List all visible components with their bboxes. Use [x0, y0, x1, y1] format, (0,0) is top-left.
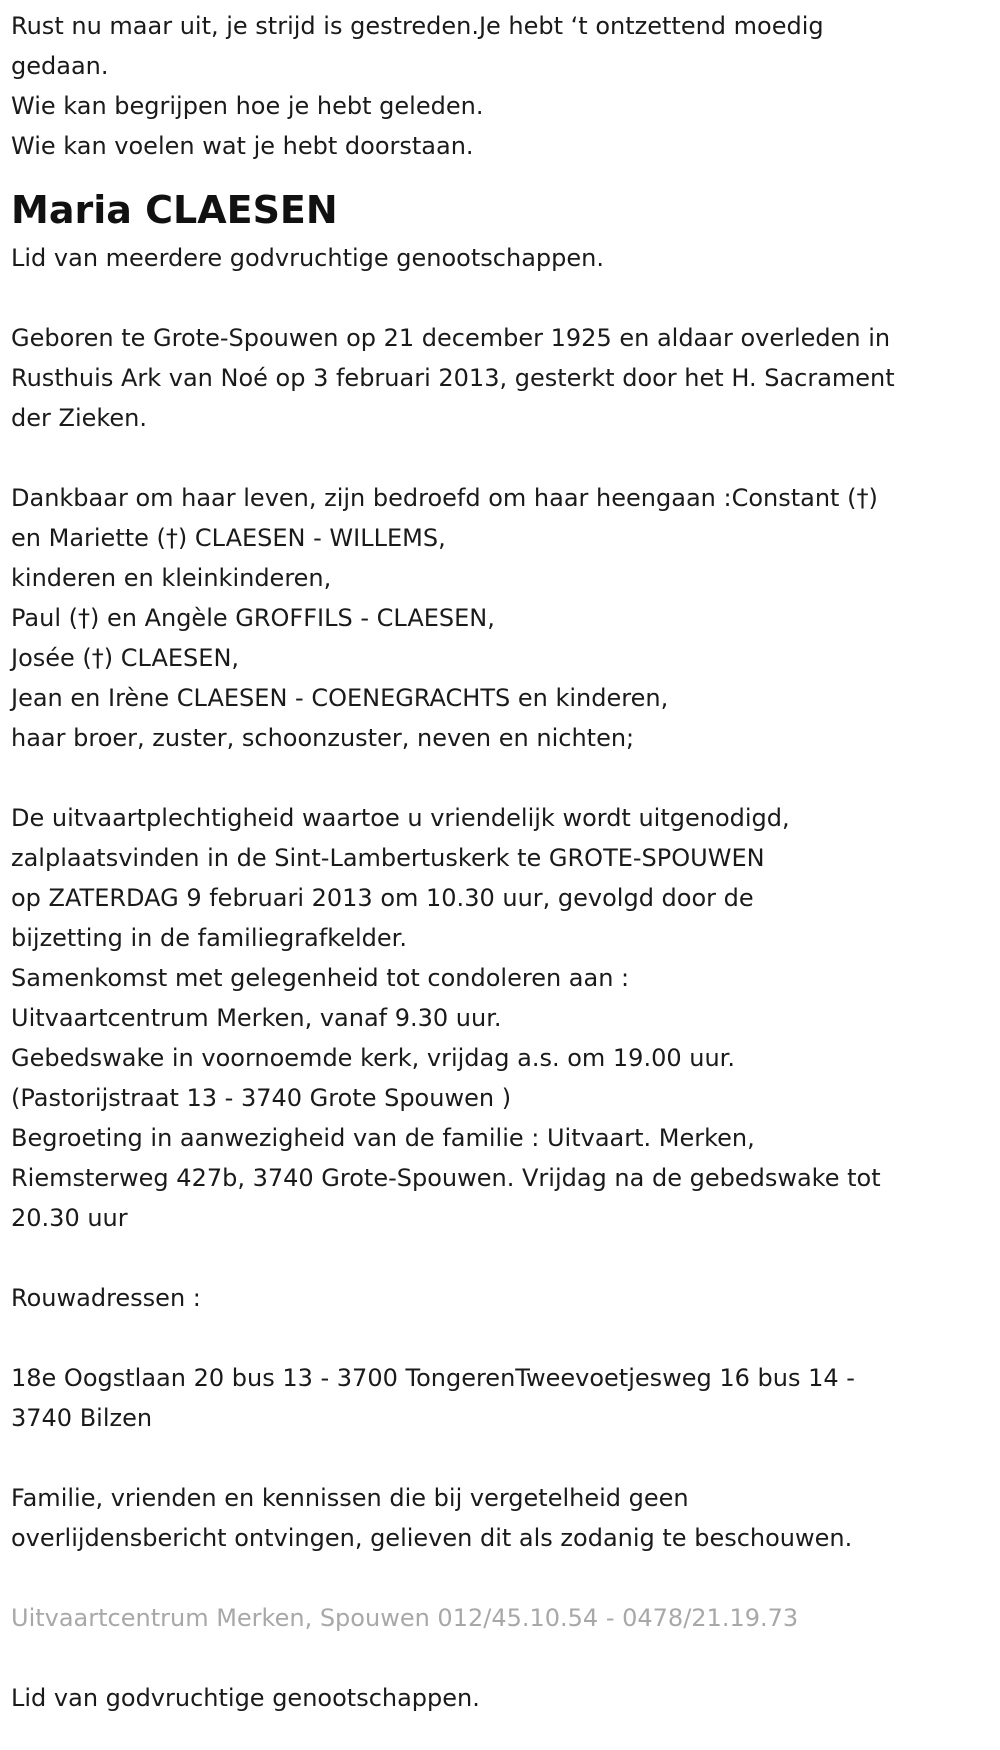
ceremony-line: De uitvaartplechtigheid waartoe u vriendelijk wordt uitgenodigd, — [11, 804, 790, 832]
ceremony-line: Samenkomst met gelegenheid tot condoleren aan : — [11, 964, 630, 992]
ceremony-line: Riemsterweg 427b, 3740 Grote-Spouwen. Vrijdag na de gebedswake tot — [11, 1164, 881, 1192]
funeral-home-contact: Uitvaartcentrum Merken, Spouwen 012/45.10.54 - 0478/21.19.73 — [11, 1604, 799, 1632]
ceremony-line: Uitvaartcentrum Merken, vanaf 9.30 uur. — [11, 1004, 502, 1032]
ceremony-line: 20.30 uur — [11, 1204, 128, 1232]
family-line: Dankbaar om haar leven, zijn bedroefd om haar heengaan :Constant (†) — [11, 484, 878, 512]
birth-line: Geboren te Grote-Spouwen op 21 december 1925 en aldaar overleden in — [11, 324, 891, 352]
ceremony-line: (Pastorijstraat 13 - 3740 Grote Spouwen ) — [11, 1084, 512, 1112]
birth-death-paragraph — [11, 318, 1000, 438]
address-line: 3740 Bilzen — [11, 1404, 153, 1432]
ceremony-line: Gebedswake in voornoemde kerk, vrijdag a.s. om 19.00 uur. — [11, 1044, 735, 1072]
poem-line: Rust nu maar uit, je strijd is gestreden.Je hebt ‘t ontzettend moedig — [11, 12, 824, 40]
footer-text: Lid van godvruchtige genootschappen. — [11, 1684, 480, 1712]
subtitle-block — [11, 238, 1000, 278]
poem-line: Wie kan begrijpen hoe je hebt geleden. — [11, 92, 484, 120]
funeral-home-block — [11, 1598, 1000, 1638]
birth-line: der Zieken. — [11, 404, 148, 432]
poem — [11, 6, 1000, 166]
notice-paragraph — [11, 1478, 1000, 1558]
ceremony-line: Begroeting in aanwezigheid van de familie : Uitvaart. Merken, — [11, 1124, 755, 1152]
addresses-label-block — [11, 1278, 1000, 1318]
addresses-label: Rouwadressen : — [11, 1284, 201, 1312]
ceremony-line: zalplaatsvinden in de Sint-Lambertuskerk te GROTE-SPOUWEN — [11, 844, 765, 872]
ceremony-paragraph — [11, 798, 1000, 1238]
family-line: Josée (†) CLAESEN, — [11, 644, 240, 672]
family-line: kinderen en kleinkinderen, — [11, 564, 332, 592]
poem-line: gedaan. — [11, 52, 109, 80]
family-line: Jean en Irène CLAESEN - COENEGRACHTS en kinderen, — [11, 684, 669, 712]
birth-line: Rusthuis Ark van Noé op 3 februari 2013, gesterkt door het H. Sacrament — [11, 364, 895, 392]
poem-line: Wie kan voelen wat je hebt doorstaan. — [11, 132, 474, 160]
subtitle: Lid van meerdere godvruchtige genootschappen. — [11, 244, 604, 272]
deceased-name: Maria CLAESEN — [11, 188, 338, 232]
family-line: haar broer, zuster, schoonzuster, neven en nichten; — [11, 724, 635, 752]
family-line: en Mariette (†) CLAESEN - WILLEMS, — [11, 524, 446, 552]
ceremony-line: op ZATERDAG 9 februari 2013 om 10.30 uur, gevolgd door de — [11, 884, 754, 912]
addresses-paragraph — [11, 1358, 1000, 1438]
ceremony-line: bijzetting in de familiegrafkelder. — [11, 924, 407, 952]
notice-line: overlijdensbericht ontvingen, gelieven dit als zodanig te beschouwen. — [11, 1524, 853, 1552]
footer-block — [11, 1678, 1000, 1718]
family-paragraph — [11, 478, 1000, 758]
notice-line: Familie, vrienden en kennissen die bij vergetelheid geen — [11, 1484, 689, 1512]
address-line: 18e Oogstlaan 20 bus 13 - 3700 TongerenTweevoetjesweg 16 bus 14 - — [11, 1364, 855, 1392]
family-line: Paul (†) en Angèle GROFFILS - CLAESEN, — [11, 604, 495, 632]
